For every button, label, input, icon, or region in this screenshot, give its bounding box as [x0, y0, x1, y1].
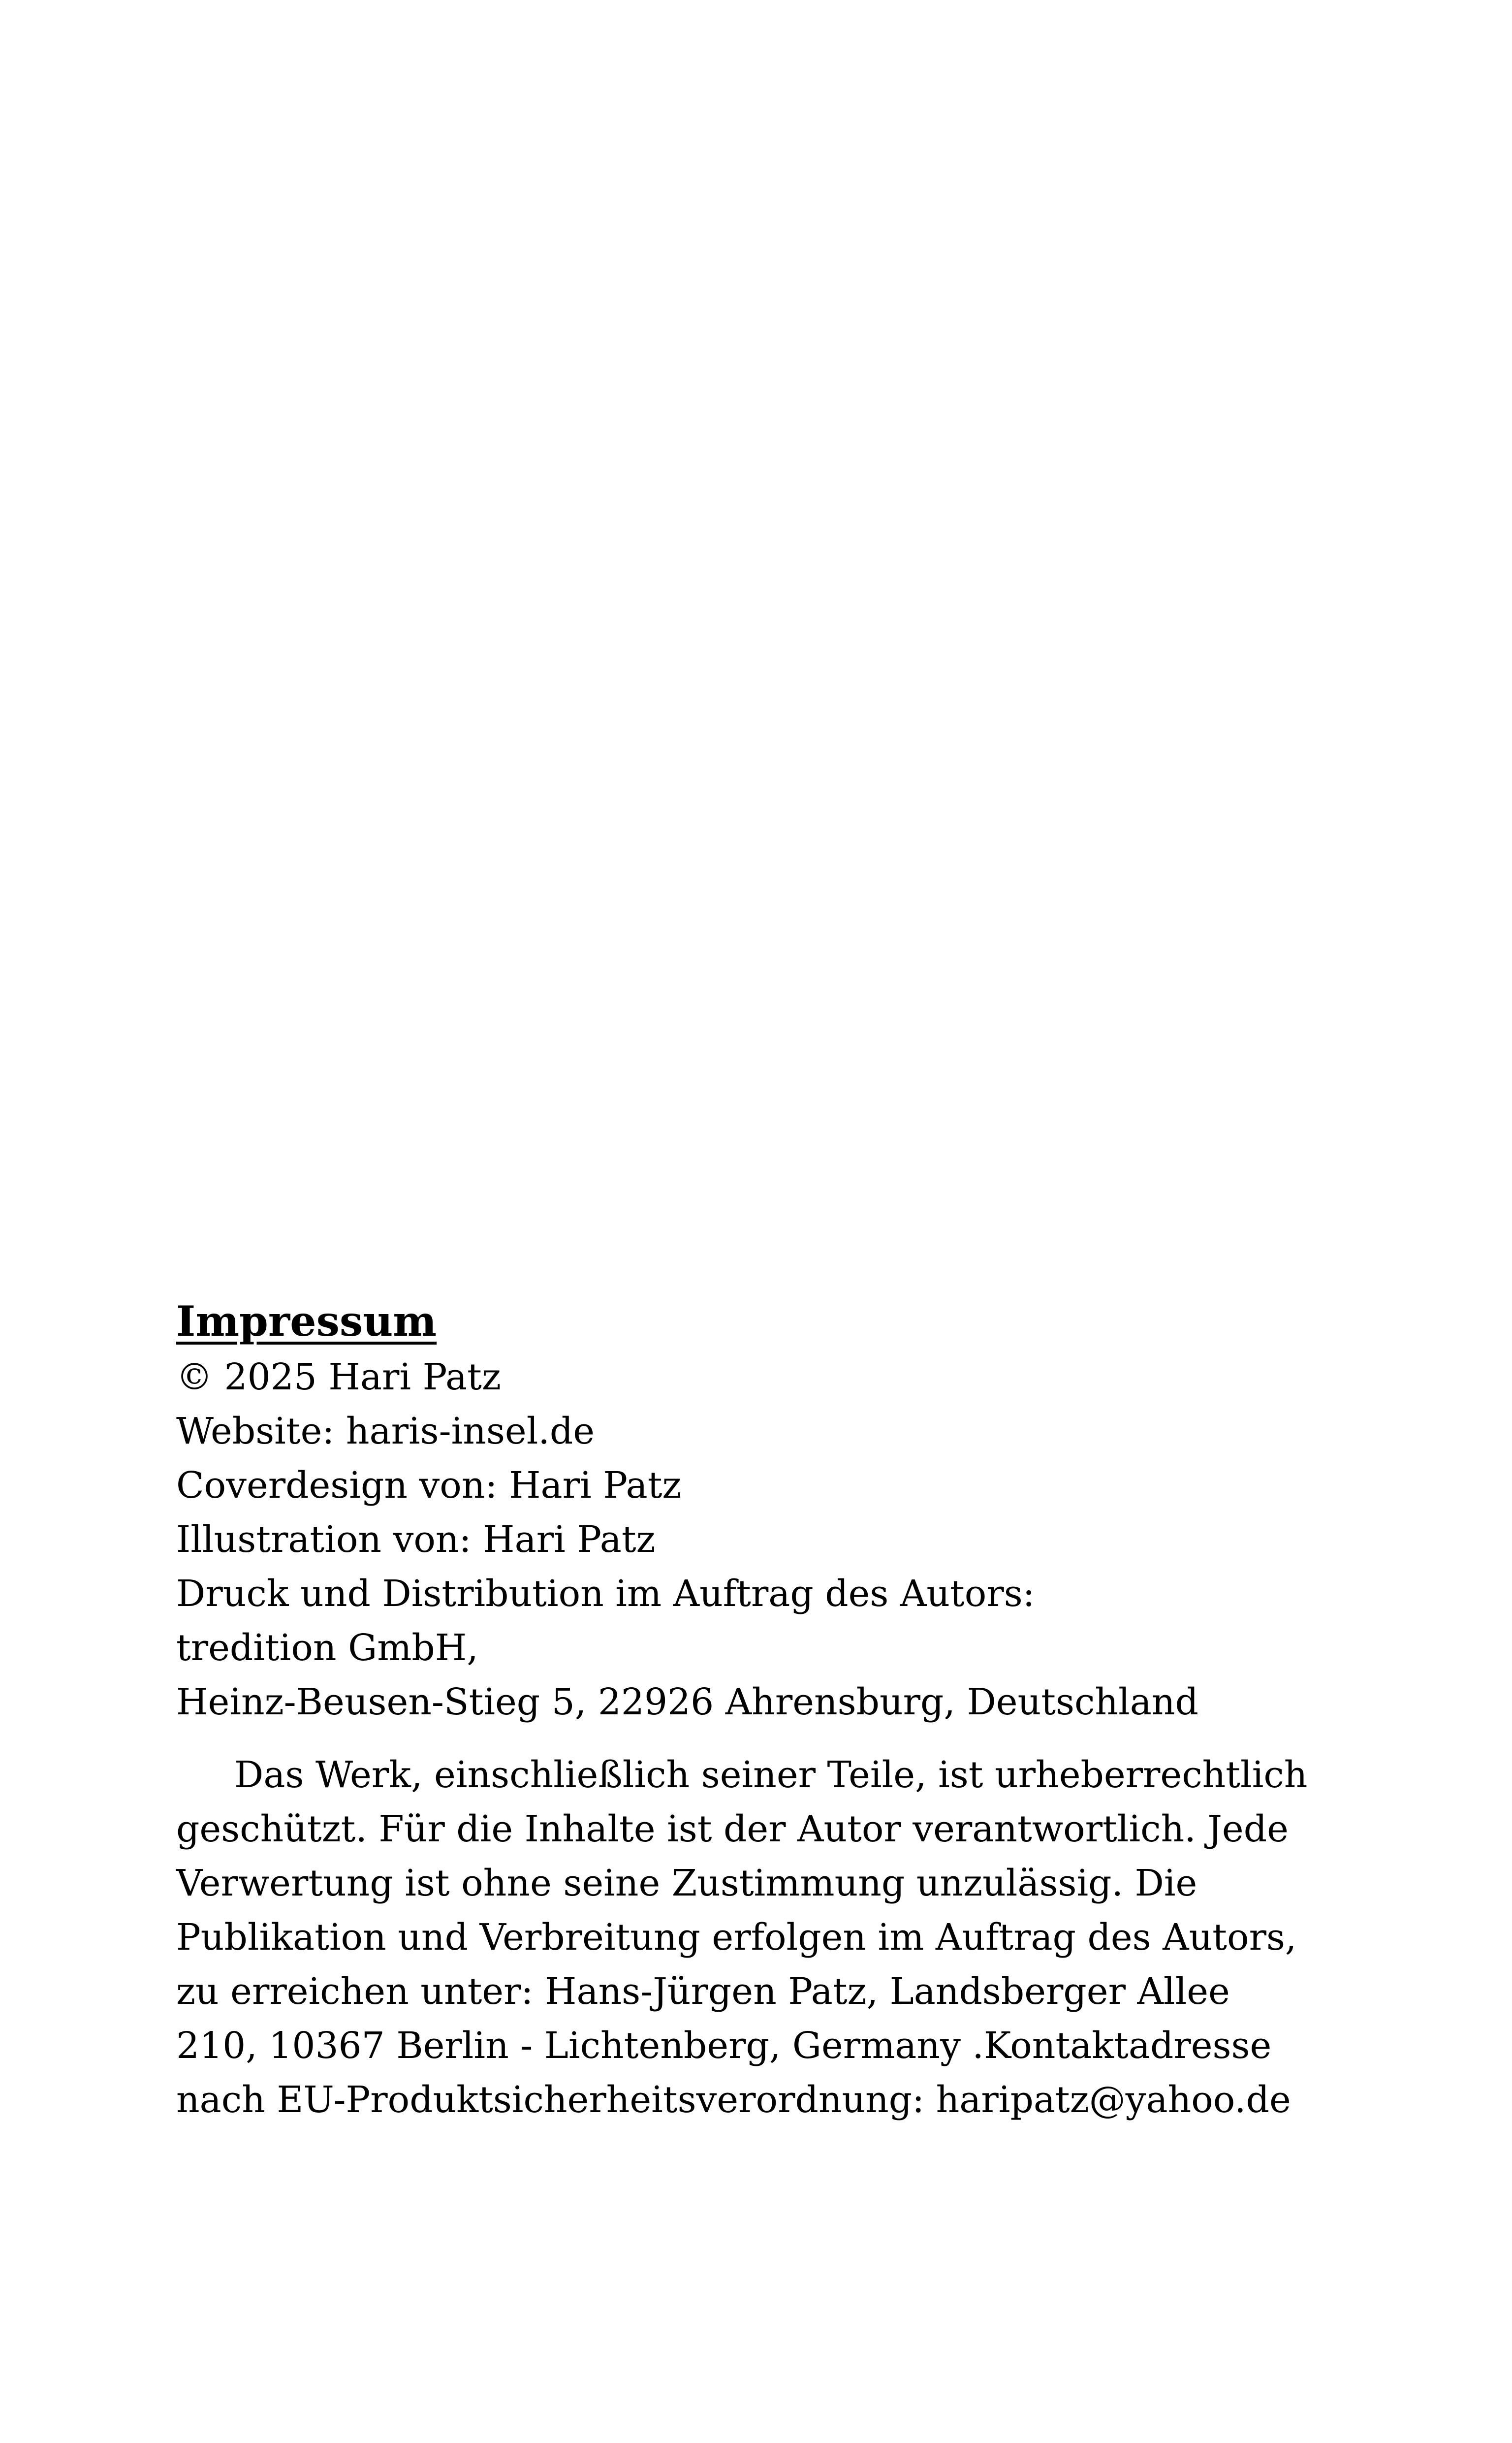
copyright-notice-paragraph — [176, 1748, 1328, 2127]
notice-line: Das Werk, einschließlich seiner Teile, ist urheberrechtlich — [234, 1754, 1308, 1796]
imprint-heading: Impressum — [176, 1297, 437, 1346]
notice-line: zu erreichen unter: Hans-Jürgen Patz, Landsberger Allee — [176, 1970, 1230, 2013]
publisher-address-line: Heinz-Beusen-Stieg 5, 22926 Ahrensburg, Deutschland — [176, 1681, 1198, 1723]
illustration-line: Illustration von: Hari Patz — [176, 1518, 656, 1561]
notice-line: geschützt. Für die Inhalte ist der Autor verantwortlich. Jede — [176, 1808, 1289, 1850]
distribution-line: Druck und Distribution im Auftrag des Autors: — [176, 1573, 1035, 1615]
cover-design-line: Coverdesign von: Hari Patz — [176, 1464, 682, 1507]
notice-line: nach EU-Produktsicherheitsverordnung: haripatz@yahoo.de — [176, 2079, 1291, 2121]
notice-line: Publikation und Verbreitung erfolgen im Auftrag des Autors, — [176, 1916, 1297, 1959]
publisher-name-line: tredition GmbH, — [176, 1627, 478, 1669]
website-line: Website: haris-insel.de — [176, 1410, 595, 1452]
notice-line: 210, 10367 Berlin - Lichtenberg, Germany .Kontaktadresse — [176, 2025, 1272, 2067]
notice-line: Verwertung ist ohne seine Zustimmung unzulässig. Die — [176, 1862, 1197, 1904]
imprint-section — [176, 1294, 1328, 2127]
imprint-details — [176, 1350, 1328, 1729]
copyright-line: © 2025 Hari Patz — [176, 1356, 501, 1398]
